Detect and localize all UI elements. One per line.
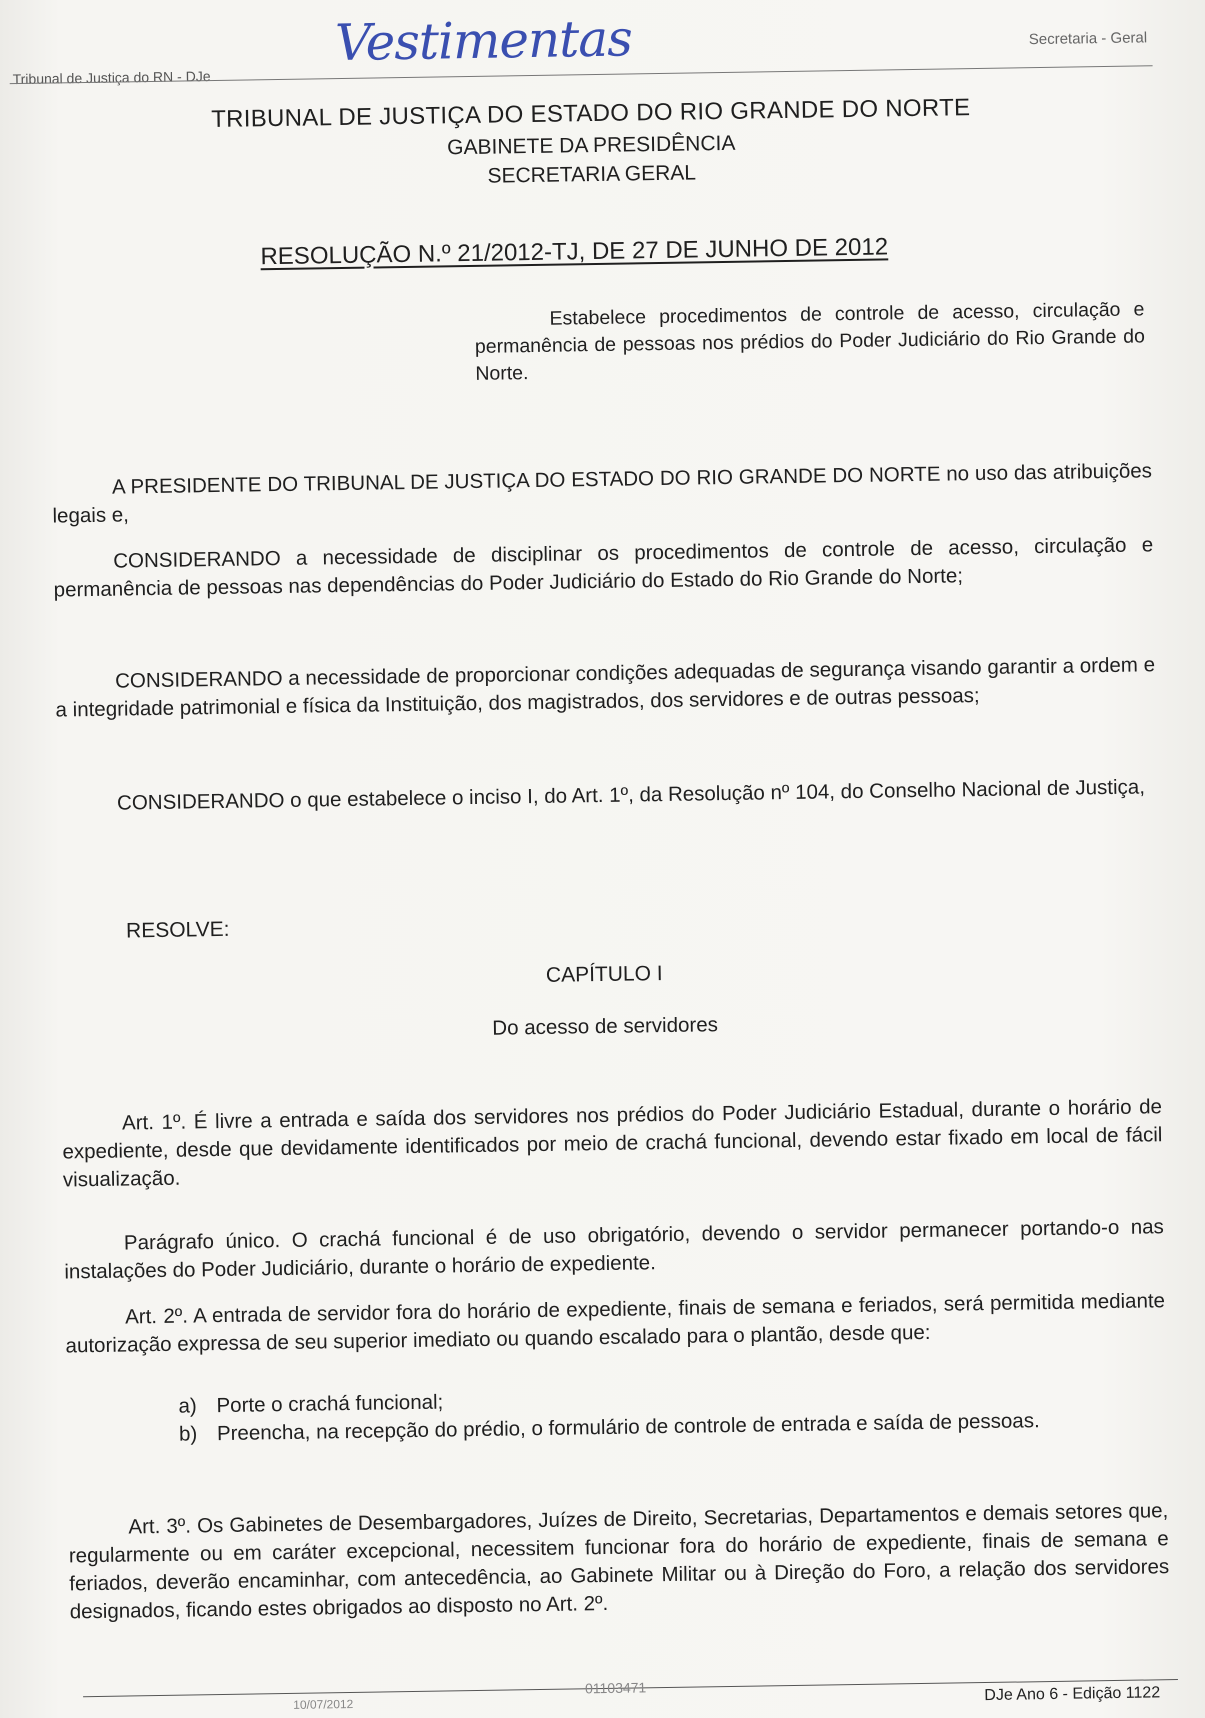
resolve-heading: RESOLVE: (125, 917, 230, 943)
list-marker: a) (178, 1394, 197, 1418)
article-2-items (178, 1377, 1169, 1449)
handwritten-annotation: Vestimentas (334, 9, 633, 73)
footer-code: 01103471 (584, 1679, 647, 1697)
article-3: Art. 3º. Os Gabinetes de Desembargadores, Juízes de Direito, Secretarias, Departamentos e demais setores que, regularmente ou em caráter excepcional, necessitem funcionar fora do horário de expediente, finais de semana e feriados, deverão encaminhar, com antecedência, ao Gabinete Militar ou à Direção do Foro, a relação dos servidores designados, ficando estes obrigados ao disposto no Art. 2º. (68, 1499, 1170, 1624)
considerando-3: CONSIDERANDO o que estabelece o inciso I, do Art. 1º, da Resolução nº 104, do Conselho Nacional de Justiça, (116, 775, 1146, 815)
ementa: Estabelece procedimentos de controle de acesso, circulação e permanência de pessoas nos prédios do Poder Judiciário do Rio Grande do Norte. (474, 298, 1146, 385)
court-title: TRIBUNAL DE JUSTIÇA DO ESTADO DO RIO GRANDE DO NORTE (210, 94, 971, 134)
preamble: A PRESIDENTE DO TRIBUNAL DE JUSTIÇA DO ESTADO DO RIO GRANDE DO NORTE no uso das atribuições legais e, (52, 459, 1153, 528)
considerando-1: CONSIDERANDO a necessidade de disciplinar os procedimentos de controle de acesso, circulação e permanência de pessoas nas dependências do Poder Judiciário do Estado do Rio Grande do Norte; (53, 533, 1154, 602)
office-title: GABINETE DA PRESIDÊNCIA (446, 131, 736, 160)
footer-date: 10/07/2012 (293, 1696, 354, 1712)
article-2: Art. 2º. A entrada de servidor fora do horário de expediente, finais de semana e feriados, será permitida mediante autorização expressa de seu superior imediato ou quando escalado para o plantão, desde que: (65, 1289, 1166, 1358)
article-1: Art. 1º. É livre a entrada e saída dos servidores nos prédios do Poder Judiciário Estadual, durante o horário de expediente, desde que devidamente identificados por meio de crachá funcional, devendo estar fixado em local de fácil visualização. (62, 1095, 1163, 1192)
header-section: Secretaria - Geral (1028, 29, 1148, 49)
chapter-title: CAPÍTULO I (545, 962, 663, 987)
list-text: Preencha, na recepção do prédio, o formulário de controle de entrada e saída de pessoas. (216, 1409, 1040, 1446)
considerando-2: CONSIDERANDO a necessidade de proporcionar condições adequadas de segurança visando garantir a ordem e a integridade patrimonial e física da Instituição, dos magistrados, dos servidores e de outras pessoas; (55, 653, 1156, 722)
list-marker: b) (178, 1422, 198, 1446)
secretariat-title: SECRETARIA GERAL (487, 161, 697, 188)
article-1-paragraph: Parágrafo único. O crachá funcional é de uso obrigatório, devendo o servidor permanecer portando-o nas instalações do Poder Judiciário, durante o horário de expediente. (64, 1215, 1165, 1284)
resolution-title: RESOLUÇÃO N.º 21/2012-TJ, DE 27 DE JUNHO DE 2012 (260, 233, 889, 271)
list-text: Porte o crachá funcional; (216, 1390, 444, 1418)
header-publication: Tribunal de Justiça do RN - DJe (12, 68, 211, 88)
chapter-subtitle: Do acesso de servidores (492, 1013, 719, 1040)
footer-edition: DJe Ano 6 - Edição 1122 (984, 1684, 1161, 1705)
